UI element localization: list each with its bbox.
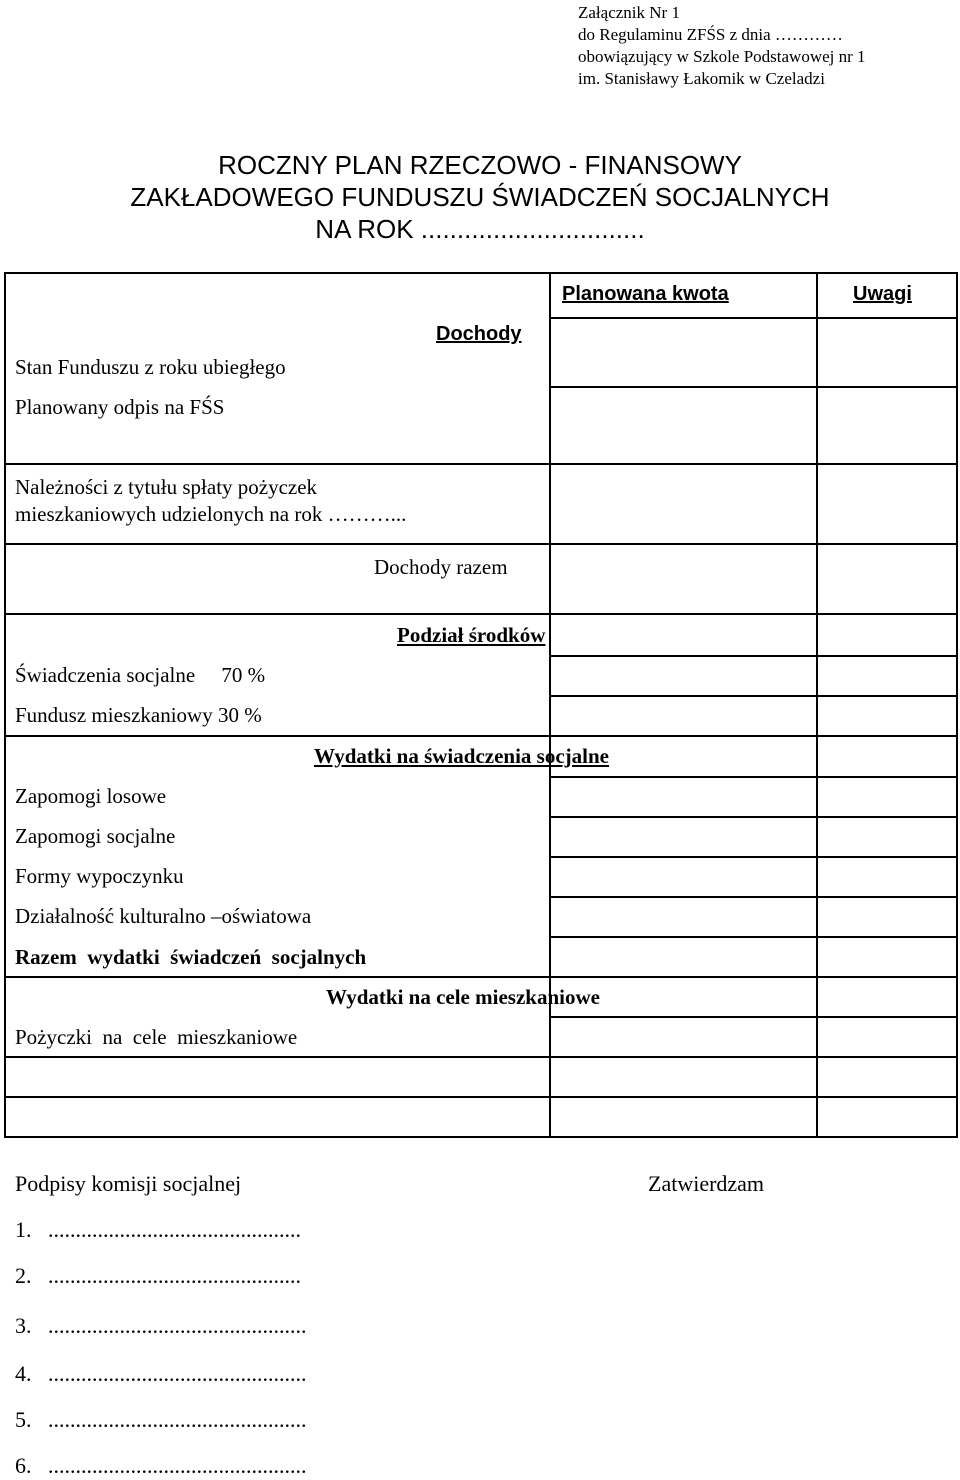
row-line bbox=[549, 936, 958, 938]
section-header-social-expenses: Wydatki na świadczenia socjalne bbox=[314, 744, 609, 768]
row-line bbox=[4, 976, 958, 978]
row-line bbox=[4, 735, 958, 737]
title-line-1: ROCZNY PLAN RZECZOWO - FINANSOWY bbox=[218, 150, 742, 180]
table-border-left bbox=[4, 272, 6, 1137]
row-label-recreation: Formy wypoczynku bbox=[15, 864, 184, 888]
approve-label: Zatwierdzam bbox=[648, 1171, 765, 1196]
row-label-lottery-aid: Zapomogi losowe bbox=[15, 784, 167, 808]
section-header-income: Dochody bbox=[436, 323, 522, 345]
row-line bbox=[4, 1056, 958, 1058]
col-header-remarks: Uwagi bbox=[853, 283, 912, 305]
row-line bbox=[549, 856, 958, 858]
row-label-fund-balance: Stan Funduszu z roku ubiegłego bbox=[15, 355, 286, 379]
row-label-social-total: Razem wydatki świadczeń socjalnych bbox=[15, 945, 367, 969]
attachment-note-line: im. Stanisławy Łakomik w Czeladzi bbox=[578, 69, 825, 88]
row-line bbox=[549, 655, 958, 657]
row-label-receivables-1: Należności z tytułu spłaty pożyczek bbox=[15, 475, 318, 499]
signature-line: 6. ............................................... bbox=[15, 1453, 307, 1478]
row-line bbox=[4, 613, 958, 615]
row-label-planned-contribution: Planowany odpis na FŚS bbox=[15, 395, 225, 419]
row-line bbox=[4, 543, 958, 545]
row-line bbox=[549, 776, 958, 778]
signature-line: 1. .............................................. bbox=[15, 1217, 301, 1242]
title-line-2: ZAKŁADOWEGO FUNDUSZU ŚWIADCZEŃ SOCJALNYCH bbox=[130, 182, 830, 212]
section-header-housing-expenses: Wydatki na cele mieszkaniowe bbox=[326, 985, 600, 1009]
col-header-planned-amount: Planowana kwota bbox=[562, 283, 729, 305]
table-border-right bbox=[956, 272, 958, 1137]
row-label-cultural-activity: Działalność kulturalno –oświatowa bbox=[15, 904, 312, 928]
attachment-note-line: do Regulaminu ZFŚS z dnia ………… bbox=[578, 25, 843, 44]
row-label-housing-fund: Fundusz mieszkaniowy 30 % bbox=[15, 703, 262, 727]
row-line bbox=[549, 695, 958, 697]
signature-line: 2. .............................................. bbox=[15, 1263, 301, 1288]
attachment-note-line: obowiązujący w Szkole Podstawowej nr 1 bbox=[578, 47, 866, 66]
row-line bbox=[4, 272, 958, 274]
row-line bbox=[4, 463, 958, 465]
title-line-3: NA ROK ............................... bbox=[315, 214, 645, 244]
row-label-social-aid: Zapomogi socjalne bbox=[15, 824, 176, 848]
row-label-income-total: Dochody razem bbox=[374, 555, 508, 579]
attachment-note bbox=[578, 2, 956, 90]
table-divider-remarks bbox=[816, 272, 818, 1137]
signature-line: 3. ............................................... bbox=[15, 1313, 307, 1338]
attachment-note-line: Załącznik Nr 1 bbox=[578, 3, 680, 22]
row-line bbox=[549, 317, 958, 319]
signature-line: 4. ............................................... bbox=[15, 1361, 307, 1386]
committee-signatures-label: Podpisy komisji socjalnej bbox=[15, 1171, 242, 1196]
row-line bbox=[549, 816, 958, 818]
row-line bbox=[4, 1136, 958, 1138]
row-label-housing-loans: Pożyczki na cele mieszkaniowe bbox=[15, 1025, 298, 1049]
row-line bbox=[549, 1016, 958, 1018]
signature-line: 5. ............................................... bbox=[15, 1407, 307, 1432]
row-line bbox=[4, 1096, 958, 1098]
row-label-receivables-2: mieszkaniowych udzielonych na rok ………... bbox=[15, 502, 407, 526]
row-label-social-benefits: Świadczenia socjalne 70 % bbox=[15, 663, 266, 687]
section-header-distribution: Podział środków bbox=[397, 623, 546, 647]
row-line bbox=[549, 896, 958, 898]
row-line bbox=[549, 386, 958, 388]
